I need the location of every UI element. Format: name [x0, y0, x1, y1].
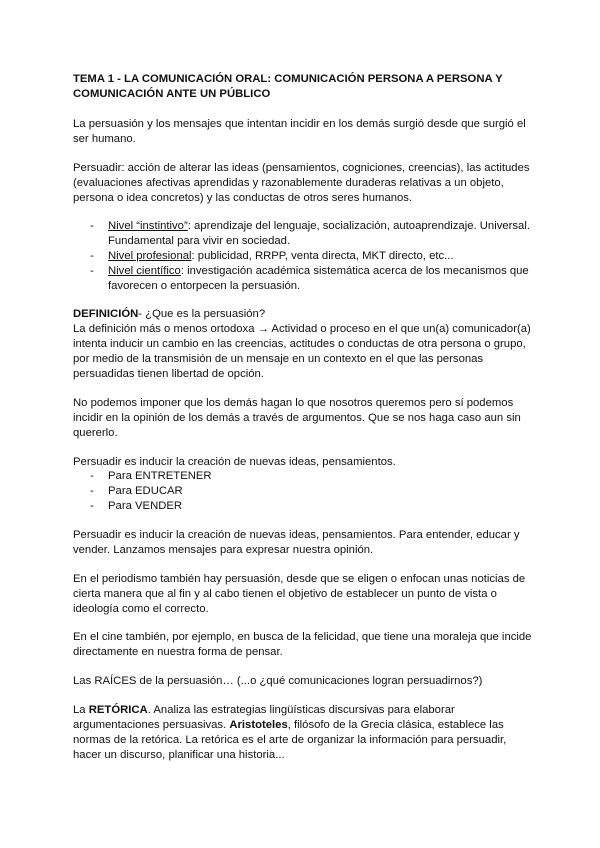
paragraph-line: ideología como el correcto.	[73, 603, 209, 615]
paragraph-line: quererlo.	[73, 427, 118, 439]
list-dash: -	[90, 265, 94, 277]
rhetoric-term: RETÓRICA	[88, 704, 148, 716]
paragraph-line: persona o idea concretos) y las conductas de otros seres humanos.	[73, 192, 413, 204]
list-dash: -	[90, 220, 94, 232]
title-line-1: TEMA 1 - LA COMUNICACIÓN ORAL: COMUNICACIÓN PERSONA A PERSONA Y	[73, 73, 503, 85]
paragraph-line: (evaluaciones afectivas aprendidas y razonablemente duraderas relativas a un objeto,	[73, 177, 504, 189]
level-text: : publicidad, RRPP, venta directa, MKT directo, etc...	[191, 250, 454, 262]
rhetoric-line-3: normas de la retórica. La retórica es el arte de organizar la información para persuadir,	[73, 734, 507, 746]
list-dash: -	[90, 500, 94, 512]
definition-heading-line	[73, 307, 265, 322]
rhetoric-text: argumentaciones persuasivas.	[73, 719, 230, 731]
level-label: Nivel científico	[108, 265, 181, 277]
paragraph-line: No podemos imponer que los demás hagan lo que nosotros queremos pero sí podemos	[73, 397, 514, 409]
rhetoric-text: . Analiza las estrategias lingüísticas discursivas para elaborar	[147, 704, 455, 716]
paragraph-line: Persuadir: acción de alterar las ideas (pensamientos, cogniciones, creencias), las actitudes	[73, 162, 530, 174]
list-item	[108, 264, 529, 279]
paragraph-line: intenta inducir un cambio en las creencias, actitudes o conductas de otra persona o grupo,	[73, 338, 526, 350]
rhetoric-text: La	[73, 704, 89, 716]
level-text: : aprendizaje del lenguaje, socialización, autoaprendizaje. Universal.	[187, 220, 530, 232]
definition-question: - ¿Que es la persuasión?	[138, 308, 266, 320]
paragraph-line: ser humano.	[73, 133, 136, 145]
paragraph-line: por medio de la transmisión de un mensaje en un contexto en el que las personas	[73, 353, 484, 365]
rhetoric-line-4: hacer un discurso, planificar una historia...	[73, 749, 285, 761]
paragraph-line: Persuadir es inducir la creación de nuevas ideas, pensamientos.	[73, 456, 396, 468]
paragraph-line: cierta manera que al fin y al cabo tienen el objetivo de establecer un punto de vista o	[73, 588, 497, 600]
list-item: Para EDUCAR	[108, 485, 183, 497]
list-dash: -	[90, 470, 94, 482]
definition-heading: DEFINICIÓN	[73, 308, 139, 320]
paragraph-line: La definición más o menos ortodoxa → Actividad o proceso en el que un(a) comunicador(a)	[73, 323, 531, 335]
list-item: Para ENTRETENER	[108, 470, 212, 482]
level-label: Nivel profesional	[108, 250, 192, 262]
level-text: : investigación académica sistemática acerca de los mecanismos que	[180, 265, 529, 277]
paragraph-line: Persuadir es inducir la creación de nuevas ideas, pensamientos. Para entender, educar y	[73, 529, 520, 541]
paragraph-line: En el periodismo también hay persuasión, desde que se eligen o enfocan unas noticias de	[73, 573, 526, 585]
list-item-continuation: Fundamental para vivir en sociedad.	[108, 235, 291, 247]
aristoteles-name: Aristoteles	[229, 719, 288, 731]
list-dash: -	[90, 250, 94, 262]
paragraph-line: En el cine también, por ejemplo, en busca de la felicidad, que tiene una moraleja que incide	[73, 631, 532, 643]
paragraph-line: incidir en la opinión de los demás a través de argumentos. Que se nos haga caso aun sin	[73, 412, 521, 424]
list-item	[108, 219, 530, 234]
list-item	[108, 249, 454, 264]
rhetoric-text: , filósofo de la Grecia clásica, establece las	[287, 719, 504, 731]
list-dash: -	[90, 485, 94, 497]
paragraph-line: vender. Lanzamos mensajes para expresar nuestra opinión.	[73, 544, 374, 556]
level-label: Nivel “instintivo”	[108, 220, 188, 232]
paragraph-line: Las RAÍCES de la persuasión… (...o ¿qué comunicaciones logran persuadirnos?)	[73, 675, 483, 687]
paragraph-line: directamente en nuestra forma de pensar.	[73, 646, 283, 658]
list-item: Para VENDER	[108, 500, 183, 512]
paragraph-line: persuadidas tienen libertad de opción.	[73, 368, 264, 380]
list-item-continuation: favorecen o entorpecen la persuasión.	[108, 280, 301, 292]
rhetoric-line-2	[73, 718, 504, 733]
title-line-2: COMUNICACIÓN ANTE UN PÚBLICO	[73, 88, 271, 100]
rhetoric-line-1	[73, 703, 455, 718]
paragraph-line: La persuasión y los mensajes que intentan incidir en los demás surgió desde que surgió el	[73, 118, 526, 130]
